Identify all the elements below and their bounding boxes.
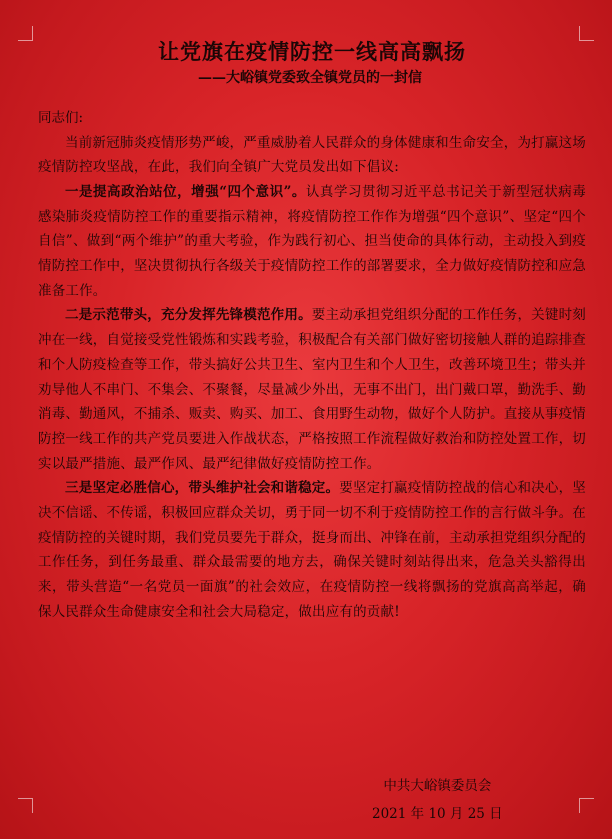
intro-paragraph: 当前新冠肺炎疫情形势严峻，严重威胁着人民群众的身体健康和生命安全，为打赢这场疫情防控攻坚战，在此，我们向全镇广大党员发出如下倡议:	[38, 134, 586, 176]
section-body-3: 要坚定打赢疫情防控战的信心和决心，坚决不信谣、不传谣，积极回应群众关切，勇于同一切不利于疫情防控工作的言行做斗争。在疫情防控的关键时期，我们党员要先于群众，挺身而出、冲锋在前，主动承担党组织分配的工作任务，到任务最重、群众最需要的地方去，确保关键时刻站得出来，危急关头豁得出来，带头营造“一名党员一面旗”的社会效应，在疫情防控一线将飘扬的党旗高高举起，确保人民群众生命健康安全和社会大局稳定，做出应有的贡献!	[38, 480, 586, 620]
letter-subtitle: ——大峪镇党委致全镇党员的一封信	[198, 70, 422, 86]
letter-title: 让党旗在疫情防控一线高高飘扬	[158, 39, 466, 64]
signature-org: 中共大峪镇委员会	[383, 778, 492, 794]
section-body-1: 认真学习贯彻习近平总书记关于新型冠状病毒感染肺炎疫情防控工作的重要指示精神，将疫情防控工作作为增强“四个意识”、坚定“四个自信”、做到“两个维护”的重大考验，作为践行初心、担当使命的具体行动，主动投入到疫情防控工作中，坚决贯彻执行各级关于疫情防控工作的部署要求，全力做好疫情防控和应急准备工作。	[38, 183, 586, 299]
letter-document	[38, 38, 586, 625]
section-body-2: 要主动承担党组织分配的工作任务，关键时刻冲在一线，自觉接受党性锻炼和实践考验，积极配合有关部门做好密切接触人群的追踪排查和个人防疫检查等工作，带头搞好公共卫生、室内卫生和个人卫生，改善环境卫生；带头并劝导他人不串门、不集会、不聚餐，尽量减少外出，无事不出门，出门戴口罩，勤洗手、勤消毒、勤通风，不捕杀、贩卖、购买、加工、食用野生动物，做好个人防护。直接从事疫情防控一线工作的共产党员要进入作战状态，严格按照工作流程做好救治和防控处置工作，切实以最严措施、最严作风、最严纪律做好疫情防控工作。	[38, 307, 586, 472]
section-paragraph-2	[38, 303, 586, 476]
corner-mark-bottom-left	[18, 798, 33, 813]
section-paragraph-3	[38, 476, 586, 624]
signature-block	[372, 772, 503, 828]
section-lead-2: 二是示范带头，充分发挥先锋模范作用。	[65, 307, 312, 324]
letter-greeting: 同志们:	[38, 110, 84, 126]
corner-mark-bottom-right	[579, 798, 594, 813]
signature-date: 2021 年 10 月 25 日	[372, 806, 503, 822]
section-lead-3: 三是坚定必胜信心，带头维护社会和谐稳定。	[65, 480, 340, 497]
corner-mark-top-left	[18, 26, 33, 41]
section-paragraph-1	[38, 180, 586, 304]
section-lead-1: 一是提高政治站位，增强“四个意识”。	[65, 183, 306, 200]
